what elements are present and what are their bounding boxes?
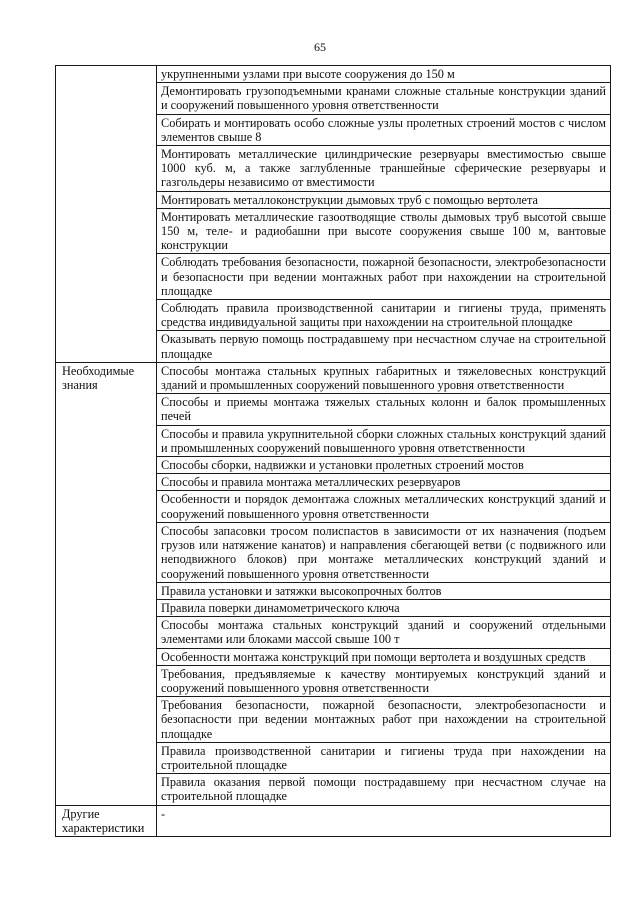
knowledge-item: Способы монтажа стальных конструкций зданий и сооружений отдельными элементами или блоками массой свыше 100 т (157, 617, 611, 648)
knowledge-item: Способы и правила монтажа металлических резервуаров (157, 474, 611, 491)
knowledge-item: Способы запасовки тросом полиспастов в зависимости от их назначения (подъем грузов или натяжение канатов) и направления сбегающей ветви (с подвижного или неподвижного блоков) при монтаже металлических конструкций зданий и сооружений повышенного уровня ответственности (157, 522, 611, 582)
skills-label-cell (56, 66, 157, 363)
knowledge-item: Особенности и порядок демонтажа сложных металлических конструкций зданий и сооружений повышенного уровня ответственности (157, 491, 611, 522)
knowledge-item: Способы и правила укрупнительной сборки сложных стальных конструкций зданий и промышленных сооружений повышенного уровня ответственности (157, 425, 611, 456)
other-characteristics-label: Другие характеристики (56, 805, 157, 836)
knowledge-item: Требования безопасности, пожарной безопасности, электробезопасности и безопасности при ведении монтажных работ при нахождении на строительной площадке (157, 697, 611, 743)
other-characteristics-value: - (157, 805, 611, 836)
knowledge-item: Правила оказания первой помощи пострадавшему при несчастном случае на строительной площадке (157, 774, 611, 805)
table-row (56, 66, 611, 83)
skill-item: Монтировать металлические газоотводящие стволы дымовых труб высотой свыше 150 м, теле- и радиобашни при высоте сооружения свыше 100 м, вантовые конструкции (157, 208, 611, 254)
knowledge-item: Требования, предъявляемые к качеству монтируемых конструкций зданий и сооружений повышенного уровня ответственности (157, 665, 611, 696)
knowledge-item: Способы сборки, надвижки и установки пролетных строений мостов (157, 457, 611, 474)
knowledge-label: Необходимые знания (56, 362, 157, 805)
table-row (56, 362, 611, 393)
skill-item: Собирать и монтировать особо сложные узлы пролетных строений мостов с числом элементов свыше 8 (157, 114, 611, 145)
skill-item: Демонтировать грузоподъемными кранами сложные стальные конструкции зданий и сооружений повышенного уровня ответственности (157, 83, 611, 114)
skill-item: Соблюдать правила производственной санитарии и гигиены труда, применять средства индивидуальной защиты при нахождении на строительной площадке (157, 300, 611, 331)
knowledge-item: Правила поверки динамометрического ключа (157, 599, 611, 616)
knowledge-item: Способы монтажа стальных крупных габаритных и тяжеловесных конструкций зданий и промышленных сооружений повышенного уровня ответственности (157, 362, 611, 393)
skill-item: Монтировать металлоконструкции дымовых труб с помощью вертолета (157, 191, 611, 208)
competency-table (55, 65, 611, 837)
knowledge-item: Правила производственной санитарии и гигиены труда при нахождении на строительной площадке (157, 742, 611, 773)
skill-item: укрупненными узлами при высоте сооружения до 150 м (157, 66, 611, 83)
knowledge-item: Способы и приемы монтажа тяжелых стальных колонн и балок промышленных печей (157, 394, 611, 425)
table-row (56, 805, 611, 836)
skill-item: Оказывать первую помощь пострадавшему при несчастном случае на строительной площадке (157, 331, 611, 362)
skill-item: Монтировать металлические цилиндрические резервуары вместимостью свыше 1000 куб. м, а также заглубленные траншейные сферические резервуары и газгольдеры независимо от вместимости (157, 146, 611, 192)
skill-item: Соблюдать требования безопасности, пожарной безопасности, электробезопасности и безопасности при ведении монтажных работ при нахождении на строительной площадке (157, 254, 611, 300)
page-number: 65 (314, 40, 326, 54)
knowledge-item: Правила установки и затяжки высокопрочных болтов (157, 582, 611, 599)
knowledge-item: Особенности монтажа конструкций при помощи вертолета и воздушных средств (157, 648, 611, 665)
